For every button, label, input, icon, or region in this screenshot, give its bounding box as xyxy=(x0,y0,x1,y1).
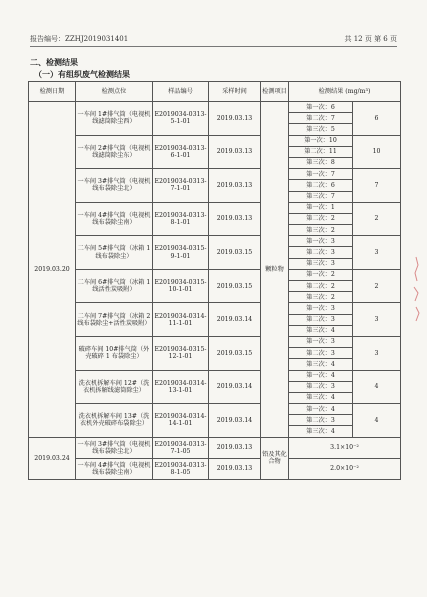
result-cell: 第三次：4 xyxy=(289,392,353,403)
result-cell: 第一次：3 xyxy=(289,303,353,314)
section-title: 二、检测结果 xyxy=(30,57,78,67)
result-cell: 第三次：2 xyxy=(289,292,353,303)
sample-cell: E2019034-0313-8-1-05 xyxy=(153,458,209,479)
table-row xyxy=(29,269,401,280)
point-cell: 二车间 5#排气筒（冰箱 1 线布袋除尘） xyxy=(76,236,153,270)
time-cell: 2019.03.14 xyxy=(209,303,261,337)
avg-cell: 6 xyxy=(353,102,401,136)
result-cell: 第一次：3 xyxy=(289,336,353,347)
table-row xyxy=(29,102,401,113)
avg-cell: 3 xyxy=(353,336,401,370)
result-cell: 第一次：10 xyxy=(289,135,353,146)
avg-cell: 3 xyxy=(353,303,401,337)
table-row xyxy=(29,370,401,381)
time-cell: 2019.03.15 xyxy=(209,236,261,270)
sample-cell: E2019034-0313-5-1-01 xyxy=(153,102,209,136)
result-cell: 3.1×10⁻² xyxy=(289,437,401,458)
time-cell: 2019.03.13 xyxy=(209,135,261,169)
point-cell: 二车间 7#排气筒（冰箱 2 线布袋除尘+活性炭吸附） xyxy=(76,303,153,337)
result-cell: 第三次：4 xyxy=(289,359,353,370)
result-cell: 第二次：3 xyxy=(289,348,353,359)
avg-cell: 7 xyxy=(353,169,401,203)
header-sample: 样品编号 xyxy=(153,82,209,102)
result-cell: 第一次：3 xyxy=(289,236,353,247)
result-cell: 第三次：3 xyxy=(289,258,353,269)
date-cell: 2019.03.20 xyxy=(29,102,76,438)
time-cell: 2019.03.13 xyxy=(209,102,261,136)
header-point: 检测点位 xyxy=(76,82,153,102)
sample-cell: E2019034-0314-13-1-01 xyxy=(153,370,209,404)
time-cell: 2019.03.13 xyxy=(209,202,261,236)
page-header xyxy=(30,34,397,46)
avg-cell: 4 xyxy=(353,370,401,404)
time-cell: 2019.03.13 xyxy=(209,169,261,203)
point-cell: 一车间 1#排气筒（电视机线滤筒除尘西） xyxy=(76,102,153,136)
result-cell: 第三次：8 xyxy=(289,157,353,168)
result-cell: 第二次：3 xyxy=(289,247,353,258)
point-cell: 一车间 3#排气筒（电视机线布袋除尘北） xyxy=(76,169,153,203)
result-cell: 第二次：6 xyxy=(289,180,353,191)
point-cell: 洗衣机拆解车间 12#（洗衣机拆解线滤筒除尘） xyxy=(76,370,153,404)
table-row xyxy=(29,404,401,415)
point-cell: 一车间 2#排气筒（电视机线滤筒除尘东） xyxy=(76,135,153,169)
result-cell: 2.0×10⁻² xyxy=(289,458,401,479)
result-cell: 第二次：2 xyxy=(289,281,353,292)
sample-cell: E2019034-0315-12-1-01 xyxy=(153,336,209,370)
avg-cell: 10 xyxy=(353,135,401,169)
table-row xyxy=(29,437,401,458)
table-row xyxy=(29,458,401,479)
point-cell: 破碎车间 10#排气筒（外壳破碎 1 布袋除尘） xyxy=(76,336,153,370)
result-cell: 第二次：2 xyxy=(289,213,353,224)
header-time: 采样时间 xyxy=(209,82,261,102)
date-cell: 2019.03.24 xyxy=(29,437,76,479)
results-table xyxy=(28,81,401,480)
result-cell: 第三次：2 xyxy=(289,225,353,236)
avg-cell: 3 xyxy=(353,236,401,270)
table-row xyxy=(29,236,401,247)
subsection-title: （一）有组织废气检测结果 xyxy=(34,69,130,79)
time-cell: 2019.03.13 xyxy=(209,437,261,458)
result-cell: 第二次：11 xyxy=(289,146,353,157)
point-cell: 一车间 3#排气筒（电视机线布袋除尘北） xyxy=(76,437,153,458)
avg-cell: 2 xyxy=(353,269,401,303)
result-cell: 第一次：6 xyxy=(289,102,353,113)
result-cell: 第二次：3 xyxy=(289,415,353,426)
sample-cell: E2019034-0313-7-1-05 xyxy=(153,437,209,458)
table-row xyxy=(29,169,401,180)
page-info: 共 12 页 第 6 页 xyxy=(344,35,397,43)
result-cell: 第二次：3 xyxy=(289,381,353,392)
result-cell: 第一次：7 xyxy=(289,169,353,180)
stamp-mark xyxy=(411,255,421,325)
time-cell: 2019.03.15 xyxy=(209,336,261,370)
result-cell: 第二次：7 xyxy=(289,113,353,124)
report-number: 报告编号：ZZHJ2019031401 xyxy=(30,35,129,43)
sample-cell: E2019034-0315-10-1-01 xyxy=(153,269,209,303)
result-cell: 第一次：2 xyxy=(289,269,353,280)
point-cell: 二车间 6#排气筒（冰箱 1 线活性炭吸附） xyxy=(76,269,153,303)
result-cell: 第二次：3 xyxy=(289,314,353,325)
result-cell: 第三次：4 xyxy=(289,426,353,437)
header-date: 检测日期 xyxy=(29,82,76,102)
time-cell: 2019.03.14 xyxy=(209,370,261,404)
result-cell: 第一次：1 xyxy=(289,202,353,213)
result-cell: 第一次：4 xyxy=(289,404,353,415)
sample-cell: E2019034-0313-8-1-01 xyxy=(153,202,209,236)
time-cell: 2019.03.14 xyxy=(209,404,261,438)
table-row xyxy=(29,303,401,314)
sample-cell: E2019034-0314-11-1-01 xyxy=(153,303,209,337)
header-item: 检测项目 xyxy=(261,82,289,102)
point-cell: 洗衣机拆解车间 13#（洗衣机外壳破碎布袋除尘） xyxy=(76,404,153,438)
header-divider xyxy=(30,46,397,47)
item-cell: 颗粒物 xyxy=(261,102,289,438)
result-cell: 第三次：4 xyxy=(289,325,353,336)
table-row xyxy=(29,135,401,146)
point-cell: 一车间 4#排气筒（电视机线布袋除尘南） xyxy=(76,458,153,479)
table-row xyxy=(29,336,401,347)
table-row xyxy=(29,202,401,213)
sample-cell: E2019034-0313-7-1-01 xyxy=(153,169,209,203)
avg-cell: 2 xyxy=(353,202,401,236)
sample-cell: E2019034-0314-14-1-01 xyxy=(153,404,209,438)
sample-cell: E2019034-0315-9-1-01 xyxy=(153,236,209,270)
time-cell: 2019.03.15 xyxy=(209,269,261,303)
header-result: 检测结果 (mg/m³) xyxy=(289,82,401,102)
result-cell: 第三次：7 xyxy=(289,191,353,202)
table-header-row xyxy=(29,82,401,102)
point-cell: 一车间 4#排气筒（电视机线布袋除尘南） xyxy=(76,202,153,236)
result-cell: 第一次：4 xyxy=(289,370,353,381)
sample-cell: E2019034-0313-6-1-01 xyxy=(153,135,209,169)
result-cell: 第三次：5 xyxy=(289,124,353,135)
item-cell: 铅及其化合物 xyxy=(261,437,289,479)
avg-cell: 4 xyxy=(353,404,401,438)
time-cell: 2019.03.13 xyxy=(209,458,261,479)
